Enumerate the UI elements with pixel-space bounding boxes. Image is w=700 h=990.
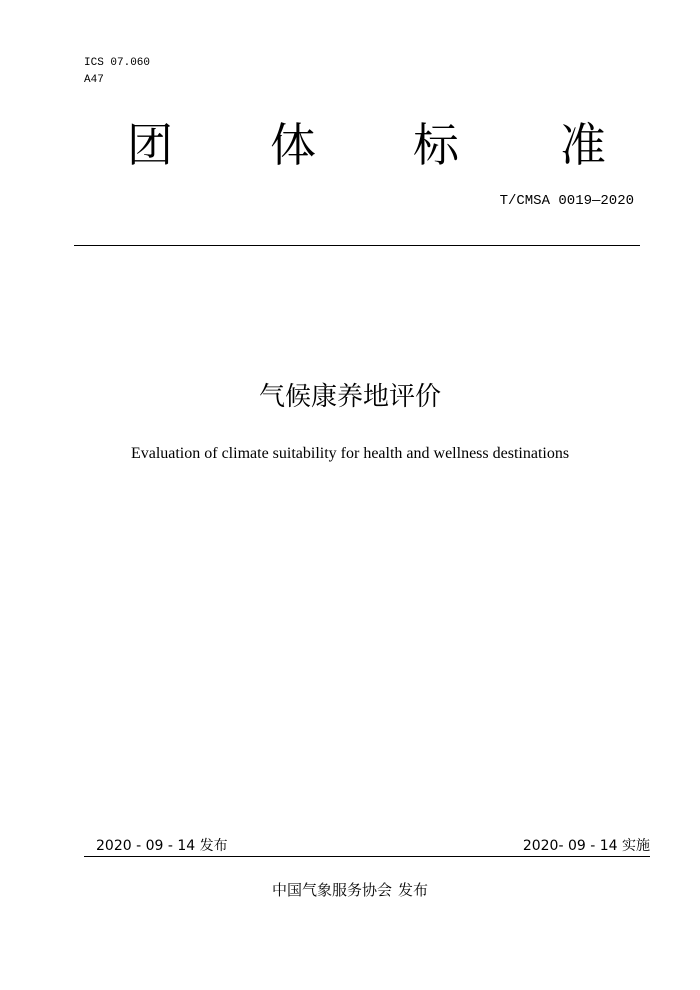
issuer-action: 发布	[398, 881, 429, 899]
standard-number: T/CMSA 0019—2020	[499, 193, 634, 209]
doc-type-char-4: 准	[560, 118, 606, 172]
implement-date: 2020- 09 - 14 实施	[522, 838, 650, 854]
issuer-line	[0, 880, 700, 900]
doc-type-char-1: 团	[127, 118, 173, 172]
doc-type-char-3: 标	[413, 118, 459, 172]
publish-date: 2020 - 09 - 14 发布	[96, 838, 228, 854]
footer-divider	[84, 856, 650, 857]
ics-code: ICS 07.060	[84, 57, 151, 69]
header-divider	[74, 245, 640, 246]
document-title-english: Evaluation of climate suitability for health and wellness destinations	[130, 445, 570, 462]
issuer-name: 中国气象服务协会	[271, 881, 392, 899]
classification-code: A47	[84, 74, 104, 86]
document-title-chinese: 气候康养地评价	[258, 382, 441, 412]
doc-type-char-2: 体	[270, 118, 316, 172]
